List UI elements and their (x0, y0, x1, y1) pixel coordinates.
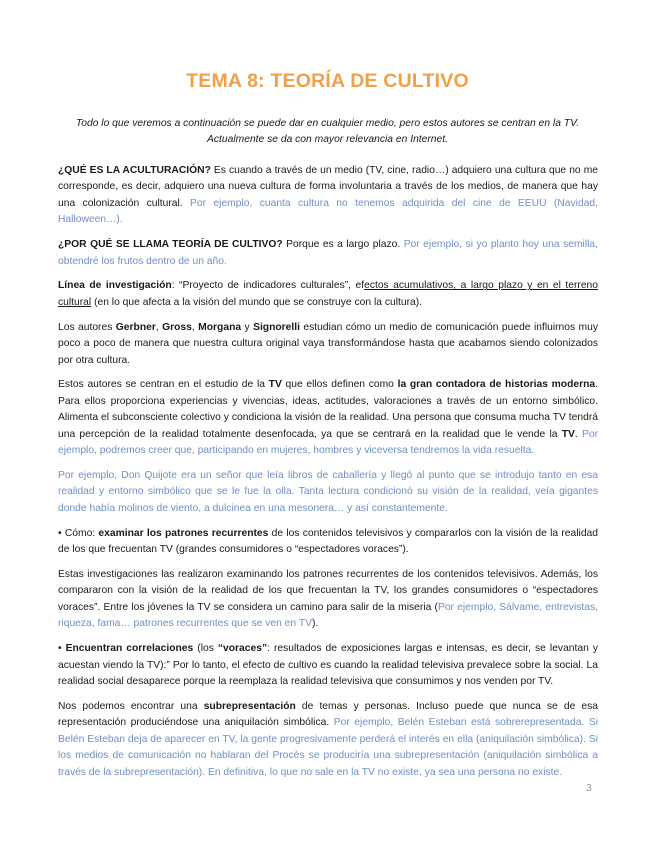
author-name: Gerbner (115, 321, 156, 333)
paragraph-text: Nos podemos encontrar una (58, 700, 204, 712)
paragraph-text: : resultados de exposiciones largas e intensas, es decir, se levantan y acuestan viendo la TV):” Por lo tanto, el efecto de cultivo es cuando la realidad televisiva prevalece sobre la social. La realidad social desaparece porque la reemplaza la realidad televisiva que consumimos y nos venden por TV. (58, 643, 599, 687)
page-title: TEMA 8: TEORÍA DE CULTIVO (186, 70, 469, 92)
example-text: Por ejemplo, podremos creer que, participando en mujeres, hombres y viceversa tendremos la vida resuelta. (58, 428, 598, 457)
separator: , (155, 321, 163, 333)
paragraph-teoria-cultivo (58, 237, 598, 270)
example-text: Por ejemplo, Sálvame, entrevistas, riqueza, fama… patrones recurrentes que se ven en TV (58, 601, 598, 630)
bullet-text: • (58, 643, 66, 655)
intro-note: Todo lo que veremos a continuación se puede dar en cualquier medio, pero estos autores se centran en la TV. Actualmente se da con mayor relevancia en Internet. (75, 118, 580, 145)
document-body (58, 163, 598, 789)
bold-term: TV (268, 379, 282, 391)
paragraph-subrepresentacion (58, 699, 598, 781)
bold-term: Encuentran correlaciones (65, 643, 194, 655)
paragraph-text: que ellos definen como (281, 379, 398, 391)
paragraph-tv (58, 377, 598, 459)
paragraph-aculturacion (58, 163, 598, 229)
paragraph-text: . (574, 428, 582, 440)
paragraph-quijote-example: Por ejemplo, Don Quijote era un señor que leía libros de caballería y llegó al punto que se introdujo tanto en esa realidad y entorno simbólico que se le fue la olla. Tanta lectura condicionó su visión de la realidad, veía gigantes donde había molinos de viento, a dulcinea en una mesonera… y así constantemente. (58, 470, 598, 514)
paragraph-correlaciones (58, 641, 598, 690)
paragraph-investigaciones (58, 567, 598, 633)
bold-term: la gran contadora de historias moderna (397, 379, 596, 391)
question-heading: ¿POR QUÉ SE LLAMA TEORÍA DE CULTIVO? (58, 239, 283, 251)
separator: , (191, 321, 199, 333)
paragraph-text: . Para ellos proporciona experiencias y vivencias, ideas, actitudes, valoraciones a través de un entorno simbólico. Alimenta el subconsciente colectivo y condiciona la visión de la realidad. Una persona que consuma mucha TV tendrá una percepción de la realidad totalmente desenfocada, ya que se centrará en la realidad que le vende la (58, 379, 599, 440)
term-heading: Línea de investigación (58, 280, 172, 292)
paragraph-text: Es cuando a través de un medio (TV, cine, radio…) adquiero una cultura que no me corresponde, es decir, adquiero una nueva cultura de forma involuntaria a través de los medios, de manera que hay una colonización cultural. (58, 165, 598, 209)
paragraph-text: Estas investigaciones las realizaron examinando los patrones recurrentes de los contenidos televisivos. Además, los compararon con la visión de la realidad de los que frecuentan la TV, los grandes consumidores o “espectadores voraces”. Entre los jóvenes la TV se considera un camino para salir de la miseria ( (58, 569, 598, 613)
author-name: Morgana (198, 321, 242, 333)
paragraph-text: : “Proyecto de indicadores culturales”, ef (171, 280, 365, 292)
paragraph-autores (58, 320, 598, 369)
bold-term: examinar los patrones recurrentes (98, 527, 269, 539)
bullet-text: • Cómo: (58, 527, 99, 539)
paragraph-text: Los autores (58, 321, 116, 333)
paragraph-linea-investigacion (58, 278, 598, 311)
author-name: Gross (162, 321, 192, 333)
paragraph-text: Estos autores se centran en el estudio de la (58, 379, 269, 391)
paragraph-text: (los (193, 643, 218, 655)
paragraph-text: Porque es a largo plazo. (282, 239, 404, 251)
paragraph-text: ). (311, 618, 319, 630)
example-text: Por ejemplo, cuanta cultura no tenemos adquirida del cine de EEUU (Navidad, Halloween…). (58, 197, 598, 226)
paragraph-text: de temas y personas. Incluso puede que nunca se de esa representación produciéndose una aniquilación simbólica. (58, 700, 598, 729)
paragraph-text: (en lo que afecta a la visión del mundo que se construye con la cultura). (91, 296, 423, 308)
paragraph-text: de los contenidos televisivos y compararlos con la visión de la realidad de los que frecuentan TV (grandes consumidores o “espectadores voraces”). (58, 527, 599, 556)
separator: y (241, 321, 254, 333)
author-name: Signorelli (253, 321, 300, 333)
bold-term: subrepresentación (203, 700, 296, 712)
underlined-text: ectos acumulativos, a largo plazo y en el terreno cultural (58, 280, 598, 308)
paragraph-text: estudian cómo un medio de comunicación puede influirnos muy poco a poco de manera que nuestra cultura original vaya transformándose hasta que acabamos siendo colonizados por otra cultura. (58, 321, 599, 366)
bold-term: “voraces” (217, 643, 268, 655)
page-number: 3 (586, 782, 592, 794)
question-heading: ¿QUÉ ES LA ACULTURACIÓN? (58, 165, 211, 176)
example-text: Por ejemplo, si yo planto hoy una semilla, obtendré los frutos dentro de un año. (58, 239, 598, 267)
bold-term: TV (561, 428, 575, 440)
paragraph-como (58, 526, 598, 559)
example-text: Por ejemplo, Belén Esteban está sobrerepresentada. Si Belén Esteban deja de aparecer en TV, la gente progresivamente perderá el interés en ella (aniquilación simbólica). Si los medios de comunicación no hablaran del Procès se produciría una subrepresentación (aniquilación simbólica a través de la subrepresentación). En definitiva, lo que no sale en la TV no existe, ya sea una persona no existe. (58, 717, 598, 778)
